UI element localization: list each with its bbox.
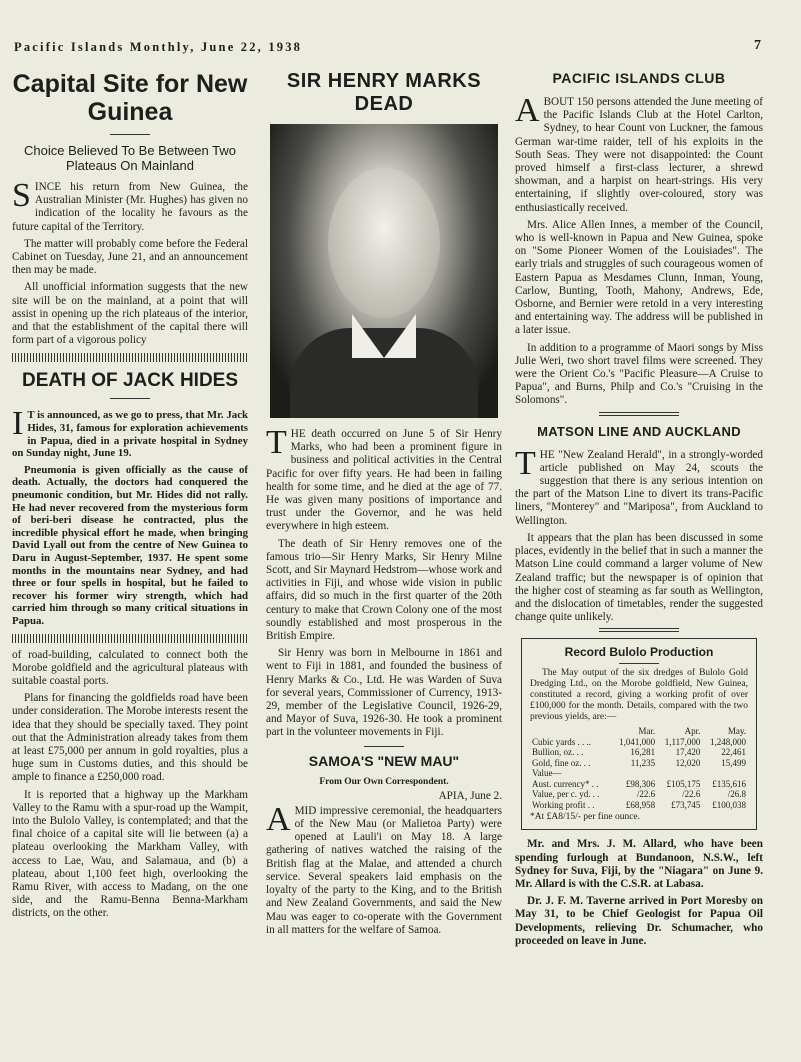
- column-left: [12, 62, 248, 925]
- divider: [110, 134, 150, 135]
- divider: [364, 746, 404, 747]
- drop-cap: A: [266, 800, 291, 838]
- dateline: APIA, June 2.: [438, 789, 502, 802]
- paragraph: T is announced, as we go to press, that Mr. Jack Hides, 31, famous for exploration achievements in Papua, died in a private hospital in Sydney on Sunday night, June 19.: [12, 409, 248, 460]
- capital-title: Capital Site for New Guinea: [12, 70, 248, 126]
- matson-article: [515, 444, 763, 625]
- matson-title: MATSON LINE AND AUCKLAND: [537, 423, 741, 439]
- marks-title: SIR HENRY MARKS DEAD: [286, 70, 482, 115]
- paragraph: The death of Sir Henry removes one of the famous trio—Sir Henry Marks, Sir Henry Milne Scott, and Sir Maynard Hedstrom—whose work and activities in Fiji, and whose wide vision in public affairs, did so much in the first quarter of the 20th century to make that Crown Colony one of the most soundly established and most prosperous in the British Empire.: [266, 537, 502, 643]
- paragraph: Mrs. Alice Allen Innes, a member of the Council, who is well-known in Papua and New Guinea, spoke on "Some Pioneer Women of the Louisiades". The early trials and struggles of such courageous women of Eastern Papua as Mesdames Clunn, Inman, Young, Carlow, Bunting, Tooth, Mahony, Andrews, Ede, Osborne, and Bernier were retold in a very interesting and entertaining way. The address will be published in a later issue.: [515, 218, 763, 337]
- paragraph: In addition to a programme of Maori songs by Miss Julie Weri, two short travel films were screened. They were the Orient Co.'s "Pacific Pleasure—A Cruise to Papua", and Burns, Philp and Co.'s "Cruising in the Solomons".: [515, 341, 763, 407]
- table-cell: 1,117,000: [664, 736, 701, 747]
- drop-cap: A: [515, 92, 540, 129]
- table-cell: /22.6: [636, 789, 656, 800]
- table-row: [530, 789, 748, 800]
- paragraph: of road-building, calculated to connect both the Morobe goldfield and the agricultural plateaus with suitable coastal ports.: [12, 648, 248, 687]
- table-header-cell: [530, 726, 612, 737]
- divider: [110, 398, 150, 399]
- marks-article: [266, 424, 502, 740]
- page-number: 7: [754, 38, 761, 53]
- capital-continued: [12, 649, 248, 921]
- table-cell: £73,745: [671, 799, 701, 810]
- drop-cap: T: [266, 424, 287, 461]
- portrait-photo: [270, 124, 498, 418]
- divider: [619, 663, 659, 664]
- table-header-cell: Apr.: [684, 726, 701, 737]
- paragraph: It is reported that a highway up the Markham Valley to the Ramu with a spur-road up the Wampit, into the Bulolo Valley, is contemplated; and that the final choice of a capital site will lie between (a) a plateau overlooking the Markham Valley, with access to Lae, Wau, and Salamaua, and (b) a plateau, about 1,100 feet high, overlooking the Ramu River, with access to Madang, on the one side, and the Ramu-Benna Benna-Markham districts, on the other.: [12, 788, 248, 920]
- club-article: [515, 92, 763, 408]
- paragraph: All unofficial information suggests that the new site will be on the mainland, at a point that will assist in opening up the rich plateaus of the interior, and that the establishment of the capital there will form part of a vigorous policy: [12, 281, 248, 347]
- table-cell: 12,020: [675, 757, 701, 768]
- row-label: Cubic yards . . ..: [532, 736, 591, 747]
- table-row: [530, 747, 748, 758]
- capital-subtitle: Choice Believed To Be Between Two Plateaus On Mainland: [24, 143, 236, 173]
- paragraph: MID impressive ceremonial, the headquarters of the New Mau (or Malietoa Party) were opened at Lauli'i on May 18. A large gathering of natives watched the raising of the British flag at the Malae, and attended a church service. Several speakers laid emphasis on the loyalty of the party to the King, and to the British and New Zealand Governments, and said the New Mau was eager to co-operate with the Government in all matters for the welfare of Samoa.: [266, 804, 502, 936]
- paragraph: The matter will probably come before the Federal Cabinet on Tuesday, June 21, and an announcement then may be made.: [12, 237, 248, 277]
- row-label: Gold, fine oz. . .: [532, 757, 591, 768]
- row-label: Value, per c. yd. . .: [532, 789, 600, 800]
- drop-cap: S: [12, 177, 31, 214]
- table-cell: 17,420: [675, 747, 701, 758]
- byline: From Our Own Correspondent.: [319, 776, 449, 787]
- table-header-row: [530, 726, 748, 737]
- taverne-note: Dr. J. F. M. Taverne arrived in Port Moresby on May 31, to be Chief Geologist for Papua Oil Developments, relieving Dr. Schumacher, who proceeded on leave in June.: [515, 895, 763, 947]
- table-cell: 11,235: [630, 757, 656, 768]
- section-divider: [12, 353, 248, 362]
- row-label: Bullion, oz. . .: [532, 747, 584, 758]
- row-label: Aust. currency* . .: [532, 778, 599, 789]
- table-cell: 1,041,000: [619, 736, 656, 747]
- table-cell: [612, 768, 658, 779]
- table-header-cell: Mar.: [638, 726, 656, 737]
- table-cell: £105,175: [666, 778, 701, 789]
- samoa-title: SAMOA'S "NEW MAU": [308, 752, 460, 769]
- paragraph: It appears that the plan has been discussed in some places, evidently in the belief that in such a manner the Matson Line could command a larger volume of New Zealand traffic; but the newspaper is of opinion that the higher cost of steaming as far south as Wellington, and the dislocation of timetables, render the suggested change quite unlikely.: [515, 531, 763, 624]
- table-cell: £68,958: [625, 799, 656, 810]
- footnote: *At £A8/15/- per fine ounce.: [530, 812, 641, 823]
- paragraph: Plans for financing the goldfields road have been under consideration. The Morobe interests resent the idea that they should be specially taxed. They point out that the Administration already takes from them at least £75,000 per annum in gold royalties, plus a huge sum in Customs duties, and this should be ample to finance a £250,000 road.: [12, 692, 248, 784]
- paragraph: HE death occurred on June 5 of Sir Henry Marks, who had been a prominent figure in business and political activities in the Central Pacific for over fifty years. He had been in failing health for some time, and he died at the age of 77. He was given many positions of importance and trust under the Governor, and he was held everywhere in high esteem.: [266, 428, 502, 533]
- allard-note: Mr. and Mrs. J. M. Allard, who have been spending furlough at Bundanoon, N.S.W., left Sydney for Suva, Fiji, by the "Niagara" on June 9. Mr. Allard is with the C.S.R. at Labasa.: [515, 838, 763, 890]
- paragraph: INCE his return from New Guinea, the Australian Minister (Mr. Hughes) has given no indication of the locality he favours as the future capital of the Territory.: [12, 181, 248, 233]
- table-cell: 1,248,000: [710, 736, 746, 747]
- table-cell: /22.6: [682, 789, 701, 800]
- section-divider: [599, 412, 679, 416]
- bulolo-title: Record Bulolo Production: [564, 645, 714, 660]
- row-label: Value—: [532, 768, 562, 779]
- table-row: [530, 737, 748, 748]
- personal-notes: [515, 838, 763, 948]
- table-cell: £98,306: [625, 778, 656, 789]
- table-cell: £100,038: [712, 799, 746, 810]
- table-cell: 22,461: [721, 747, 746, 758]
- table-cell: [657, 768, 702, 779]
- drop-cap: I: [12, 405, 24, 443]
- section-divider: [12, 634, 248, 643]
- samoa-article: [266, 777, 502, 937]
- hides-article: [12, 405, 248, 627]
- capital-article: [12, 177, 248, 347]
- bulolo-box: [521, 638, 757, 830]
- table-header-cell: May.: [727, 726, 746, 737]
- paragraph: HE "New Zealand Herald", in a strongly-worded article published on May 24, scouts the suggestion that there is any serious intention on the part of the Matson Line to divert its trans-Pacific liners, "Monterey" and "Mariposa", from Auckland to Wellington.: [515, 448, 763, 527]
- column-middle: [266, 62, 502, 941]
- table-row: [530, 779, 748, 790]
- hides-title: DEATH OF JACK HIDES: [21, 370, 239, 392]
- table-cell: /26.8: [727, 789, 746, 800]
- production-table: [530, 726, 748, 810]
- drop-cap: T: [515, 444, 536, 482]
- paragraph: BOUT 150 persons attended the June meeting of the Pacific Islands Club at the Hotel Carlton, Sydney, to hear Count von Luckner, the famous German war-time raider, tell of his exploits in the South Seas. They were not disappointed: the Count proved himself a first-class lecturer, a shrewd showman, and a harpist on heart-strings. His very entertaining, if slightly over-coloured, story was enthusiastically received.: [515, 96, 763, 214]
- paragraph: Pneumonia is given officially as the cause of death. Actually, the doctors had conquered the pneumonic condition, but Mr. Hides did not rally. He had never recovered from the mysterious form of beri-beri disease he contracted, plus the incredible physical effort he made, when bringing David Lyall out from the centre of New Guinea to Daru in August-September, 1937. He spent some months in the mountains near Sydney, and had three or four spells in hospital, but he failed to recover his former wiry strength, which had carried him through so many critical situations in Papua.: [12, 463, 248, 627]
- bulolo-intro: The May output of the six dredges of Bulolo Gold Dredging Ltd., on the Morobe goldfield, New Guinea, constituted a record, giving a working profit of over £100,000 for the month. Details, compared with the two previous yields, are:—: [530, 668, 748, 723]
- section-divider: [599, 628, 679, 632]
- column-right: [515, 62, 763, 952]
- table-cell: 16,281: [630, 747, 656, 758]
- club-title: PACIFIC ISLANDS CLUB: [552, 70, 726, 86]
- running-header: Pacific Islands Monthly, June 22, 1938: [14, 40, 303, 54]
- table-row: [530, 758, 748, 769]
- table-row: [530, 800, 748, 811]
- table-cell: [702, 768, 748, 779]
- table-cell: 15,499: [721, 757, 746, 768]
- table-cell: £135,616: [712, 778, 746, 789]
- row-label: Working profit . .: [532, 799, 595, 810]
- table-row: [530, 768, 748, 779]
- paragraph: Sir Henry was born in Melbourne in 1861 and went to Fiji in 1881, and founded the business of Henry Marks & Co., Ltd. He was Warden of Suva for several years, Commissioner of Currency, 1913-29, member of the Legislative Council, 1926-29, and Mayor of Suva, 1926-30. He took a prominent part in the volunteer movements in Fiji.: [266, 647, 502, 739]
